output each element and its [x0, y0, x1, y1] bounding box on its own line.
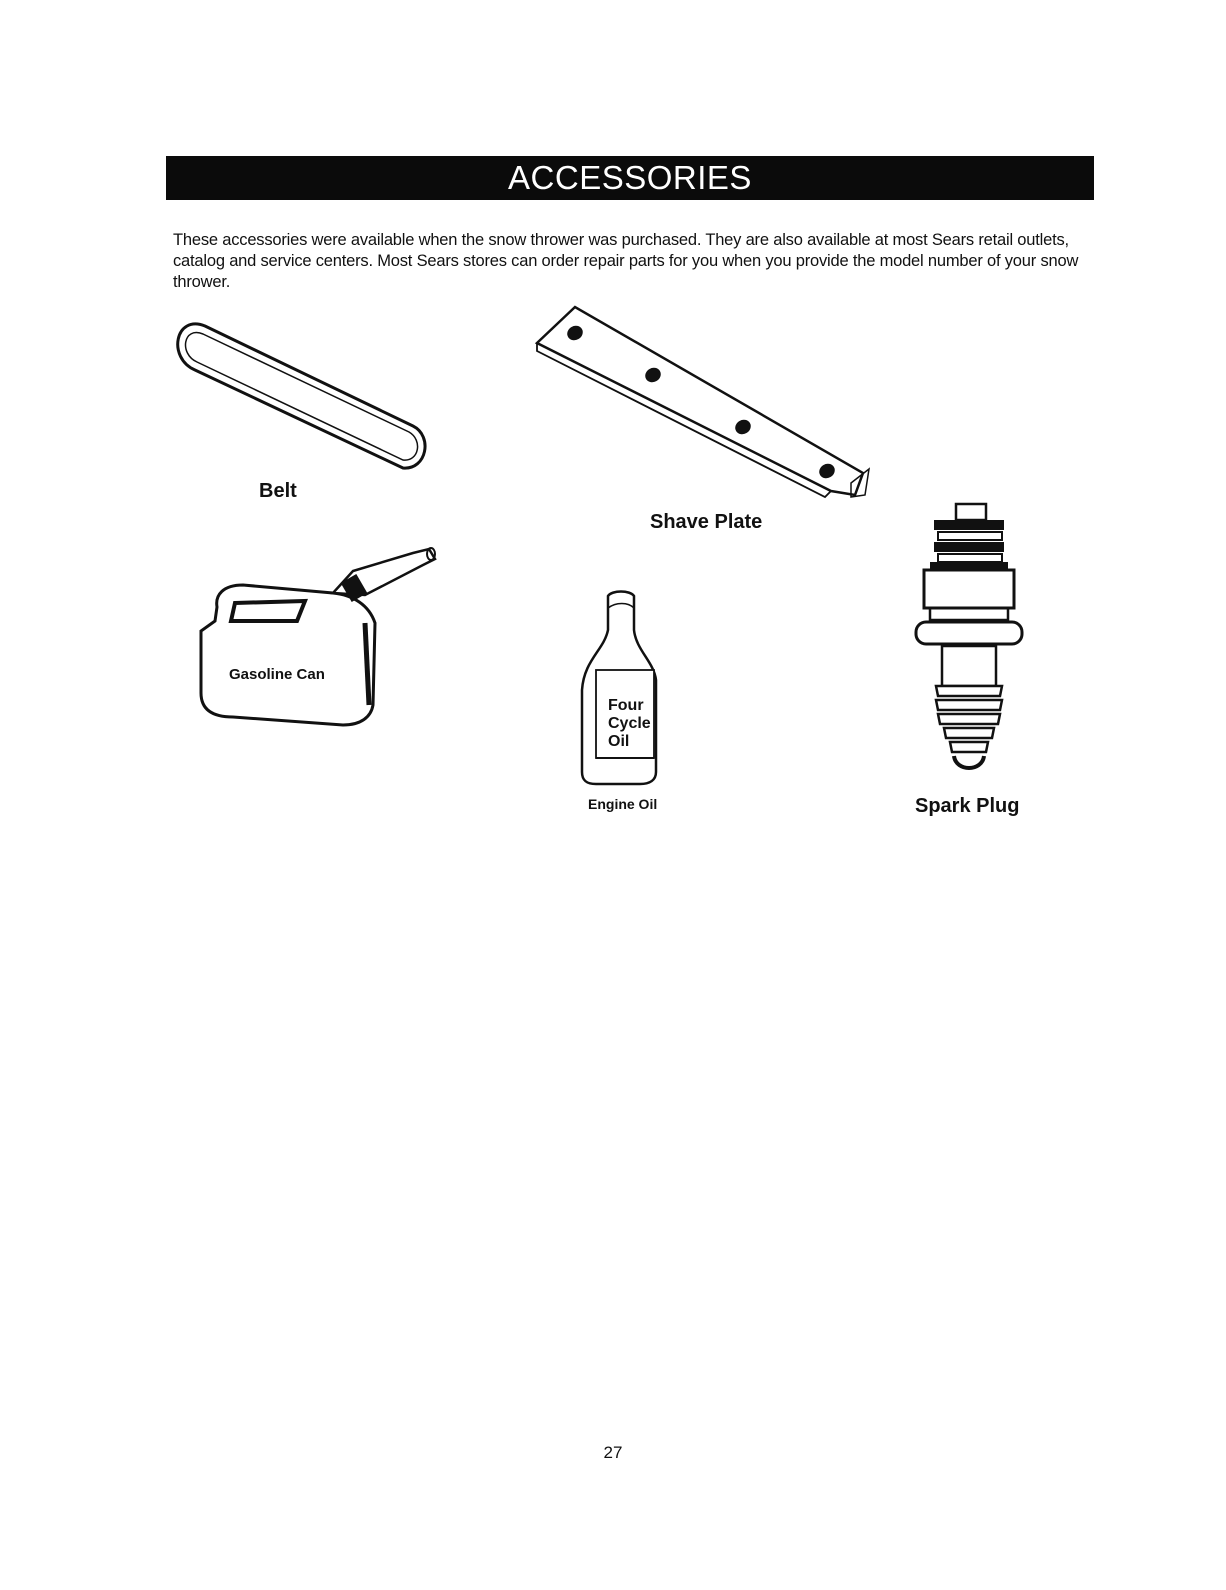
bottle-text-line-1: Four: [608, 697, 644, 714]
bottle-text-line-2: Cycle: [608, 715, 651, 732]
intro-paragraph: These accessories were available when the snow thrower was purchased. They are also available at most Sears retail outlets, catalog and service centers. Most Sears stores can order repair parts for you when you provide the model number of your snow thrower.: [173, 231, 1079, 291]
spark-plug-label: Spark Plug: [915, 795, 1020, 817]
bottle-text-line-3: Oil: [608, 733, 630, 750]
page-title: ACCESSORIES: [508, 159, 752, 196]
belt-label: Belt: [259, 480, 297, 502]
spark-plug-illustration: [912, 500, 1026, 780]
engine-oil-illustration: [578, 590, 668, 790]
gasoline-can-illustration: [193, 545, 448, 735]
belt-illustration: [165, 318, 435, 478]
page-number: 27: [603, 1443, 623, 1462]
shave-plate-illustration: [533, 305, 878, 505]
section-banner: [166, 156, 1094, 200]
gasoline-can-label: Gasoline Can: [229, 666, 325, 683]
shave-plate-label: Shave Plate: [650, 511, 763, 533]
engine-oil-label: Engine Oil: [588, 796, 658, 812]
